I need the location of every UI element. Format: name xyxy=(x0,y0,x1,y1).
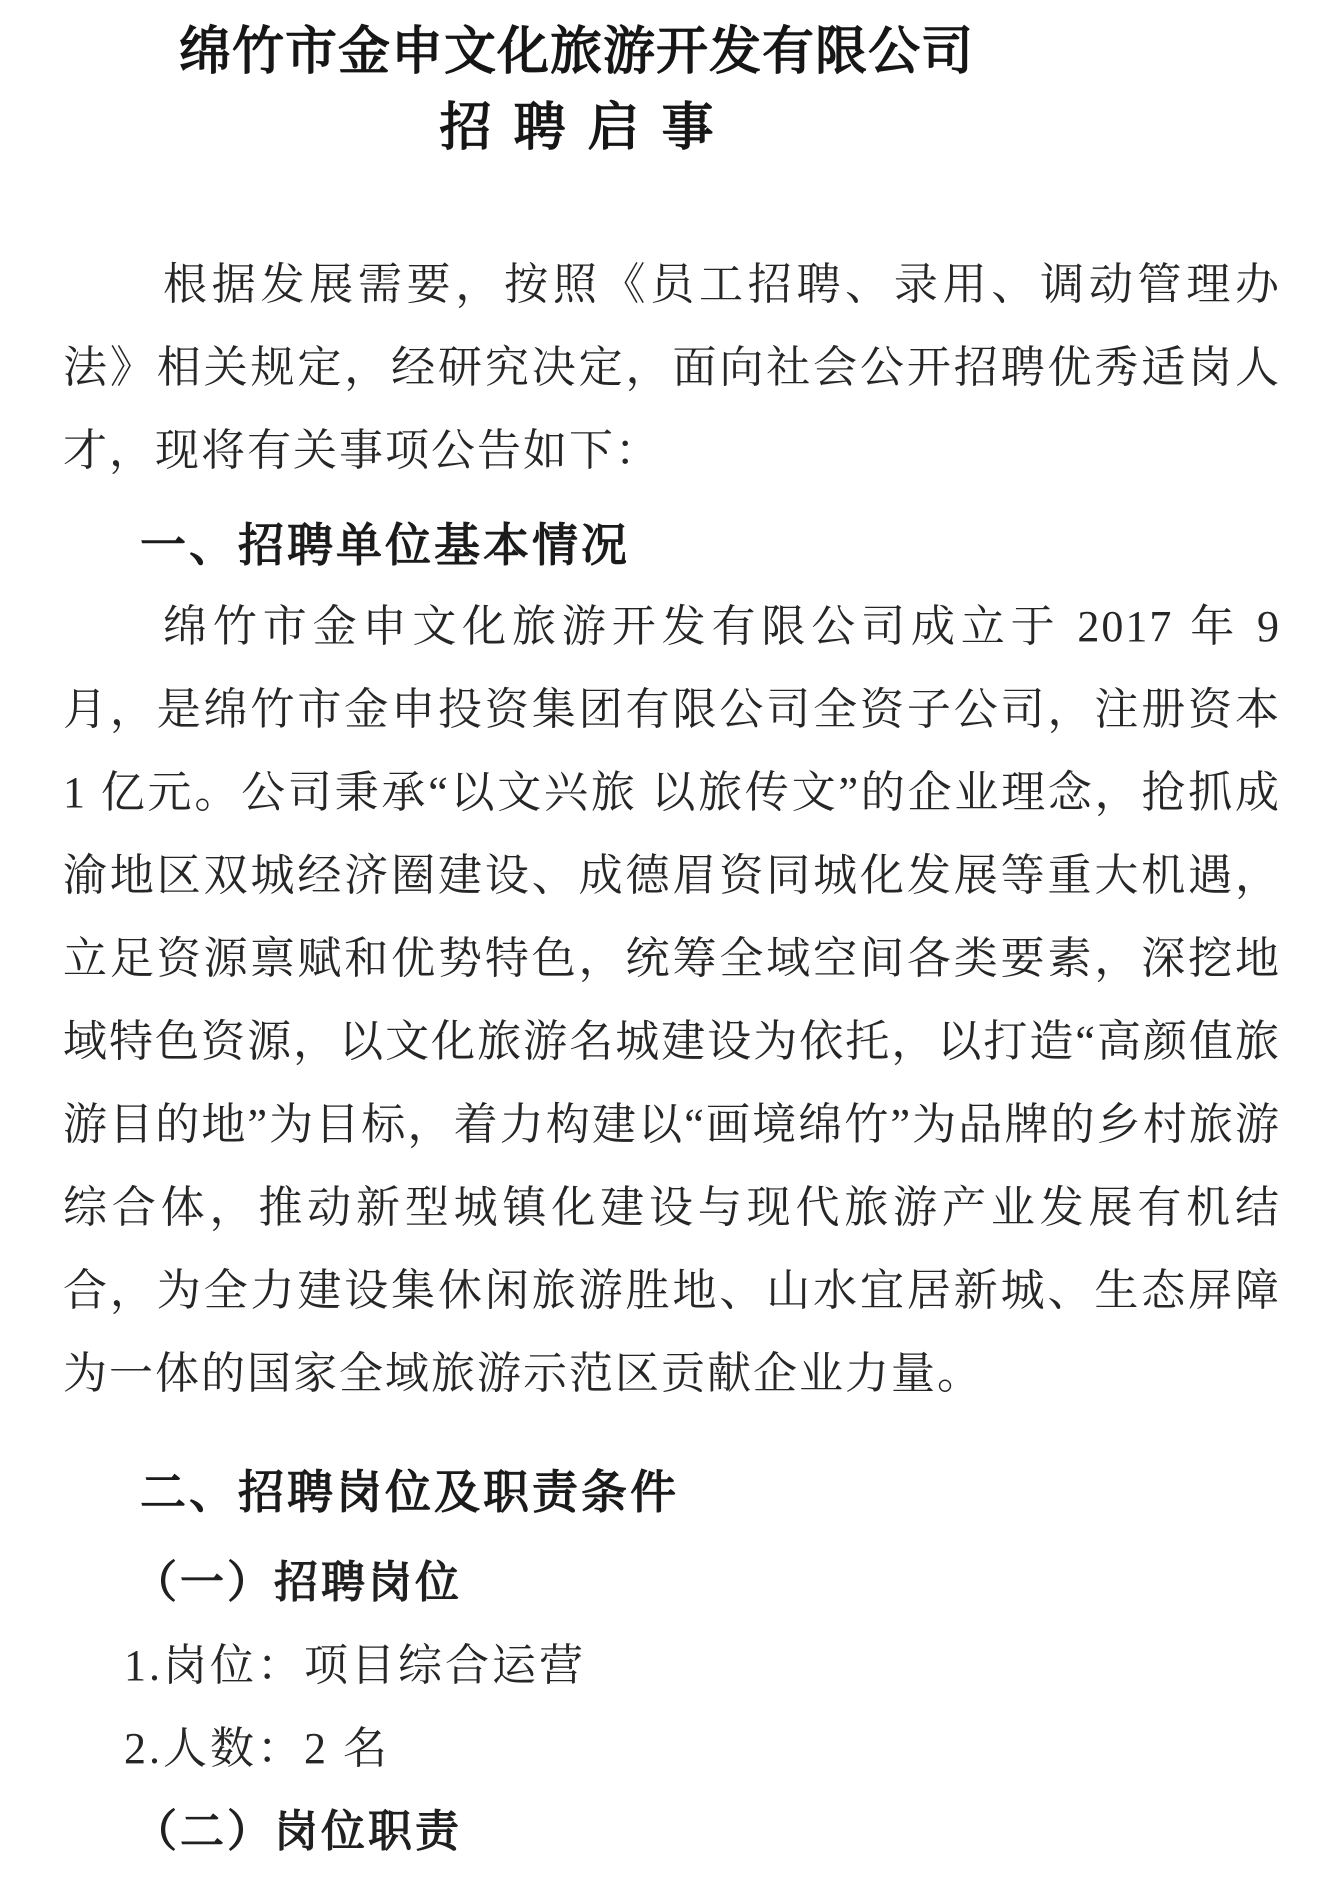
subsection-2-heading: （二）岗位职责 xyxy=(133,1807,462,1856)
section1-heading: 一、招聘单位基本情况 xyxy=(140,519,630,571)
section2-heading: 二、招聘岗位及职责条件 xyxy=(140,1466,679,1518)
document-title xyxy=(0,14,1153,166)
section1-body-paragraph: 绵竹市金申文化旅游开发有限公司成立于 2017 年 9 月，是绵竹市金申投资集团有限公司全资子公司，注册资本 1 亿元。公司秉承“以文兴旅 以旅传文”的企业理念，抢抓成渝地区双城经济圈建设、成德眉资同城化发展等重大机遇，立足资源禀赋和优势特色，统筹全域空间各类要素，深挖地域特色资源，以文化旅游名城建设为依托，以打造“高颜值旅游目的地”为目标，着力构建以“画境绵竹”为品牌的乡村旅游综合体，推动新型城镇化建设与现代旅游产业发展有机结合，为全力建设集休闲旅游胜地、山水宜居新城、生态屏障为一体的国家全域旅游示范区贡献企业力量。 xyxy=(63,602,1281,1398)
position-item: 1.岗位：项目综合运营 xyxy=(124,1641,586,1690)
headcount-item: 2.人数：2 名 xyxy=(124,1724,390,1773)
document-title-line2: 招聘启事 xyxy=(439,99,736,157)
document-title-line1: 绵竹市金申文化旅游开发有限公司 xyxy=(178,23,974,81)
subsection-1-heading: （一）招聘岗位 xyxy=(133,1558,462,1607)
intro-paragraph: 根据发展需要，按照《员工招聘、录用、调动管理办法》相关规定，经研究决定，面向社会公开招聘优秀适岗人才，现将有关事项公告如下： xyxy=(63,260,1281,475)
